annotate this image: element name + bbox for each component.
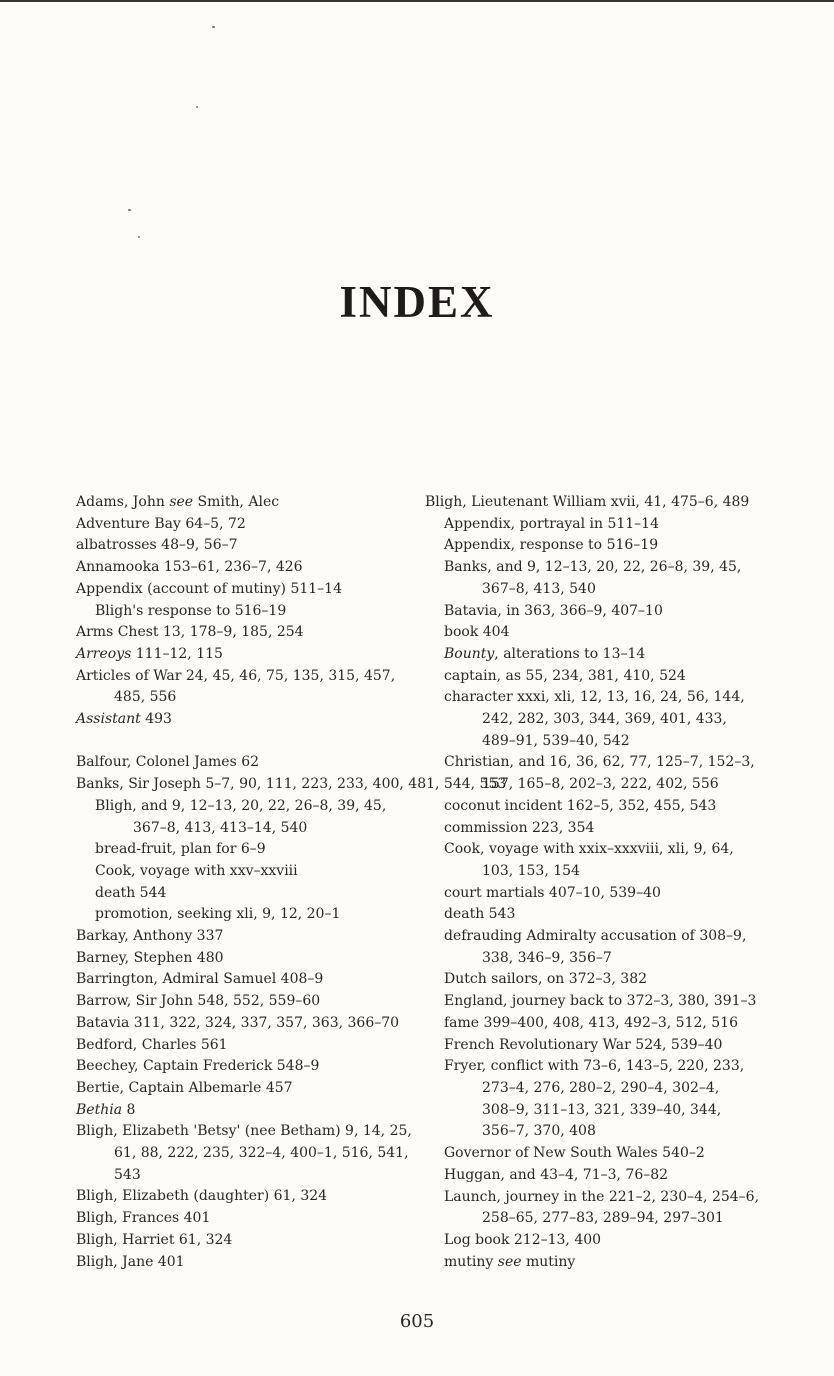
index-entry xyxy=(76,752,411,774)
index-text: 8 xyxy=(122,1101,136,1118)
index-subentry xyxy=(425,514,775,536)
index-entry xyxy=(425,492,775,514)
index-entry xyxy=(76,644,411,666)
index-text: defrauding Admiralty accusation of 308–9, 338, 346–9, 356–7 xyxy=(444,928,747,966)
index-text: Barrow, Sir John 548, 552, 559–60 xyxy=(76,993,321,1010)
index-text: death 544 xyxy=(95,884,167,901)
index-text: mutiny xyxy=(444,1253,498,1270)
index-text: Banks, and 9, 12–13, 20, 22, 26–8, 39, 45, 367–8, 413, 540 xyxy=(444,559,742,597)
index-text: promotion, seeking xli, 9, 12, 20–1 xyxy=(95,906,341,923)
index-text: Smith, Alec xyxy=(193,494,280,510)
index-column-right xyxy=(425,492,775,1273)
index-text: 493 xyxy=(140,711,172,728)
page-number: 605 xyxy=(399,1311,435,1332)
index-entry xyxy=(76,666,411,709)
index-entry xyxy=(76,1121,411,1186)
index-text: Bligh, Lieutenant William xvii, 41, 475–6, 489 xyxy=(425,494,750,510)
index-italic-term: Assistant xyxy=(76,711,141,728)
index-subentry xyxy=(425,666,775,688)
index-subentry xyxy=(76,861,411,883)
index-text: Bligh, and 9, 12–13, 20, 22, 26–8, 39, 45, 367–8, 413, 413–14, 540 xyxy=(95,797,387,836)
index-text: Bligh, Elizabeth 'Betsy' (nee Betham) 9, 14, 25, 61, 88, 222, 235, 322–4, 400–1, 516, 541, 543 xyxy=(76,1123,412,1183)
index-subentry xyxy=(425,1187,775,1230)
print-speck xyxy=(138,236,140,238)
index-subentry xyxy=(425,1143,775,1165)
index-subentry xyxy=(76,883,411,905)
index-entry xyxy=(76,492,411,514)
index-text: Log book 212–13, 400 xyxy=(444,1231,602,1248)
print-speck xyxy=(212,26,215,28)
index-entry xyxy=(76,1208,411,1230)
index-text: Banks, Sir Joseph 5–7, 90, 111, 223, 233, 400, 481, 544, 553 xyxy=(76,776,507,793)
index-italic-term: Bounty xyxy=(444,645,495,662)
index-italic-term: Bethia xyxy=(76,1101,123,1118)
index-text: Appendix, response to 516–19 xyxy=(444,537,659,554)
index-text: Appendix, portrayal in 511–14 xyxy=(444,515,659,532)
index-text: Governor of New South Wales 540–2 xyxy=(444,1145,705,1162)
index-entry xyxy=(76,535,411,557)
index-subentry xyxy=(425,1013,775,1035)
index-text: bread-fruit, plan for 6–9 xyxy=(95,841,266,858)
index-entry xyxy=(76,1056,411,1078)
index-subentry xyxy=(425,1035,775,1057)
index-subentry xyxy=(76,796,411,839)
index-text: Fryer, conflict with 73–6, 143–5, 220, 233, 273–4, 276, 280–2, 290–4, 302–4, 308–9, 311–13, 321, 339–40, 344, 356–7, 370, 408 xyxy=(444,1058,745,1140)
index-text: French Revolutionary War 524, 539–40 xyxy=(444,1036,723,1053)
index-text: Barney, Stephen 480 xyxy=(76,949,224,966)
index-text: fame 399–400, 408, 413, 492–3, 512, 516 xyxy=(444,1014,738,1031)
index-text: Batavia 311, 322, 324, 337, 357, 363, 366–70 xyxy=(76,1014,400,1031)
index-subentry xyxy=(425,622,775,644)
index-subentry xyxy=(425,839,775,882)
index-text: Bligh, Jane 401 xyxy=(76,1253,185,1270)
index-subentry xyxy=(425,991,775,1013)
index-entry xyxy=(76,969,411,991)
index-italic-term: Arreoys xyxy=(76,645,132,662)
index-subentry xyxy=(76,601,411,623)
index-text: Arms Chest 13, 178–9, 185, 254 xyxy=(76,624,304,641)
index-text: Batavia, in 363, 366–9, 407–10 xyxy=(444,602,663,619)
index-entry xyxy=(76,557,411,579)
index-text: Launch, journey in the 221–2, 230–4, 254–6, 258–65, 277–83, 289–94, 297–301 xyxy=(444,1188,760,1227)
index-text: court martials 407–10, 539–40 xyxy=(444,884,661,901)
index-text: Appendix (account of mutiny) 511–14 xyxy=(76,580,342,597)
index-entry xyxy=(76,1186,411,1208)
index-subentry xyxy=(425,752,775,795)
index-subentry xyxy=(425,926,775,969)
index-entry xyxy=(76,1252,411,1274)
index-subentry xyxy=(425,601,775,623)
index-text: Cook, voyage with xxix–xxxviii, xli, 9, 64, 103, 153, 154 xyxy=(444,841,734,879)
index-text: Balfour, Colonel James 62 xyxy=(76,754,260,771)
index-text: captain, as 55, 234, 381, 410, 524 xyxy=(444,667,686,684)
index-text: Bligh, Harriet 61, 324 xyxy=(76,1231,233,1248)
index-text: Barkay, Anthony 337 xyxy=(76,928,224,945)
index-entry xyxy=(76,926,411,948)
index-entry xyxy=(76,948,411,970)
index-text: Huggan, and 43–4, 71–3, 76–82 xyxy=(444,1166,669,1183)
index-text: Bligh, Elizabeth (daughter) 61, 324 xyxy=(76,1188,328,1205)
index-entry xyxy=(76,991,411,1013)
index-text: death 543 xyxy=(444,906,516,923)
index-text: , alterations to 13–14 xyxy=(494,645,646,662)
index-text: mutiny xyxy=(521,1253,576,1270)
top-rule xyxy=(0,0,834,2)
index-subentry xyxy=(425,644,775,666)
index-text: Adams, John xyxy=(76,494,170,510)
index-subentry xyxy=(425,535,775,557)
index-text: Dutch sailors, on 372–3, 382 xyxy=(444,971,648,988)
index-text: 111–12, 115 xyxy=(131,645,223,662)
index-italic-term: see xyxy=(497,1253,522,1270)
index-subentry xyxy=(76,904,411,926)
index-text: Bligh's response to 516–19 xyxy=(95,602,287,619)
print-speck xyxy=(196,106,198,108)
index-subentry xyxy=(425,1252,775,1274)
index-subentry xyxy=(425,904,775,926)
index-subentry xyxy=(425,818,775,840)
index-text: Bedford, Charles 561 xyxy=(76,1036,228,1053)
index-text: coconut incident 162–5, 352, 455, 543 xyxy=(444,797,717,814)
index-text: Annamooka 153–61, 236–7, 426 xyxy=(76,559,303,576)
index-subentry xyxy=(425,687,775,752)
page-title: INDEX xyxy=(339,277,495,327)
index-text: Christian, and 16, 36, 62, 77, 125–7, 152–3, 157, 165–8, 202–3, 222, 402, 556 xyxy=(444,754,755,793)
index-italic-term: see xyxy=(169,494,194,510)
index-subentry xyxy=(425,1165,775,1187)
index-subentry xyxy=(425,1056,775,1143)
index-text: Bligh, Frances 401 xyxy=(76,1210,211,1227)
index-text: Cook, voyage with xxv–xxviii xyxy=(95,862,298,879)
index-text: Bertie, Captain Albemarle 457 xyxy=(76,1079,293,1096)
index-subentry xyxy=(76,839,411,861)
index-entry xyxy=(76,709,411,731)
index-text: Barrington, Admiral Samuel 408–9 xyxy=(76,971,324,988)
index-text: character xxxi, xli, 12, 13, 16, 24, 56, 144, 242, 282, 303, 344, 369, 401, 433, 489–91, 539–40, 542 xyxy=(444,689,745,749)
print-speck xyxy=(128,209,131,211)
index-subentry xyxy=(425,796,775,818)
index-subentry xyxy=(425,969,775,991)
index-entry xyxy=(76,1078,411,1100)
index-entry xyxy=(76,622,411,644)
index-entry xyxy=(76,1035,411,1057)
index-entry xyxy=(76,514,411,536)
index-entry xyxy=(76,1230,411,1252)
index-text: commission 223, 354 xyxy=(444,819,595,836)
index-text: England, journey back to 372–3, 380, 391–3 xyxy=(444,993,757,1010)
index-entry xyxy=(76,1013,411,1035)
index-text: Articles of War 24, 45, 46, 75, 135, 315, 457, 485, 556 xyxy=(76,667,396,706)
index-subentry xyxy=(425,557,775,600)
index-text: Adventure Bay 64–5, 72 xyxy=(76,515,246,532)
index-entry xyxy=(76,774,507,796)
index-subentry xyxy=(425,1230,775,1252)
index-entry xyxy=(76,1100,411,1122)
index-text: book 404 xyxy=(444,624,510,641)
index-text: albatrosses 48–9, 56–7 xyxy=(76,537,238,554)
index-entry xyxy=(76,579,411,601)
index-text: Beechey, Captain Frederick 548–9 xyxy=(76,1058,320,1075)
index-subentry xyxy=(425,883,775,905)
